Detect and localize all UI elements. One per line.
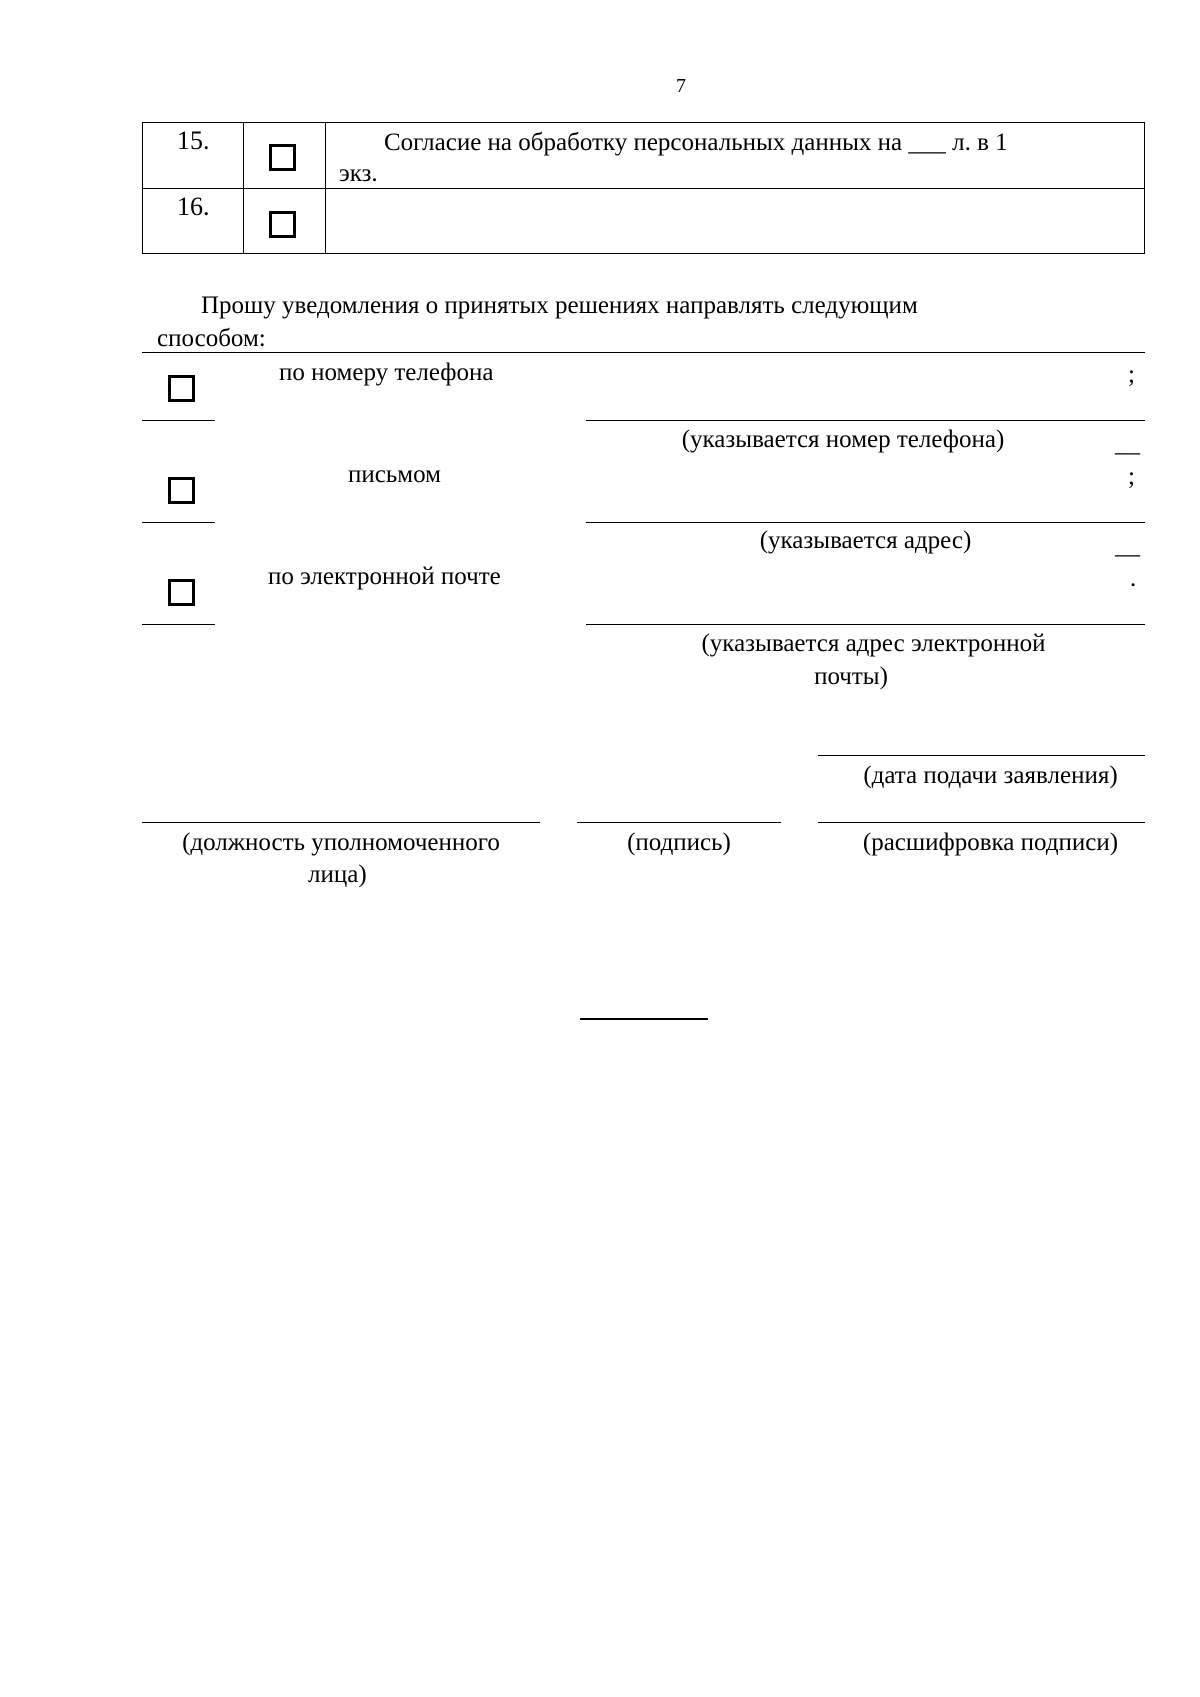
notify-intro-continued: способом: xyxy=(157,325,266,352)
row-number: 16. xyxy=(177,192,210,221)
position-label-continued: лица) xyxy=(308,861,367,888)
row-number: 15. xyxy=(177,126,210,155)
email-input-line[interactable] xyxy=(586,624,1145,625)
position-label: (должность уполномоченного xyxy=(182,829,500,856)
email-checkbox[interactable] xyxy=(168,579,195,606)
phone-checkbox[interactable] xyxy=(168,375,195,402)
signature-decode-label: (расшифровка подписи) xyxy=(862,829,1119,856)
line-end-mark: ; xyxy=(1128,361,1135,388)
row-text: Согласие на обработку персональных данных на ___ л. в 1 xyxy=(384,129,1008,156)
position-input-line[interactable] xyxy=(142,822,540,823)
line-end-mark: . xyxy=(1130,565,1137,592)
blank-mark: __ xyxy=(1115,532,1140,559)
underline xyxy=(142,624,215,625)
blank-mark: __ xyxy=(1115,430,1140,457)
notify-intro: Прошу уведомления о принятых решениях направлять следующим xyxy=(201,292,918,319)
end-separator xyxy=(580,1018,708,1020)
underline xyxy=(142,420,215,421)
letter-checkbox[interactable] xyxy=(168,477,195,504)
underline xyxy=(142,522,215,523)
table-row-divider xyxy=(143,188,1144,189)
row-text: экз. xyxy=(339,160,378,187)
address-hint: (указывается адрес) xyxy=(759,527,972,554)
row-checkbox[interactable] xyxy=(269,211,296,238)
signature-label: (подпись) xyxy=(627,829,731,856)
email-hint-continued: почты) xyxy=(814,663,888,690)
phone-input-line[interactable] xyxy=(586,420,1145,421)
page-number: 7 xyxy=(676,75,686,97)
date-label: (дата подачи заявления) xyxy=(863,762,1118,789)
email-hint: (указывается адрес электронной xyxy=(701,630,1046,657)
row-checkbox[interactable] xyxy=(269,144,296,171)
signature-decode-input-line[interactable] xyxy=(818,822,1145,823)
phone-hint: (указывается номер телефона) xyxy=(681,426,1005,453)
signature-input-line[interactable] xyxy=(577,822,781,823)
line-end-mark: ; xyxy=(1128,463,1135,490)
letter-option-label: письмом xyxy=(348,461,441,488)
documents-table xyxy=(142,122,1145,254)
email-option-label: по электронной почте xyxy=(268,563,501,590)
phone-option-label: по номеру телефона xyxy=(279,359,494,386)
address-input-line[interactable] xyxy=(586,522,1145,523)
underline xyxy=(142,352,1145,353)
date-input-line[interactable] xyxy=(818,755,1145,756)
